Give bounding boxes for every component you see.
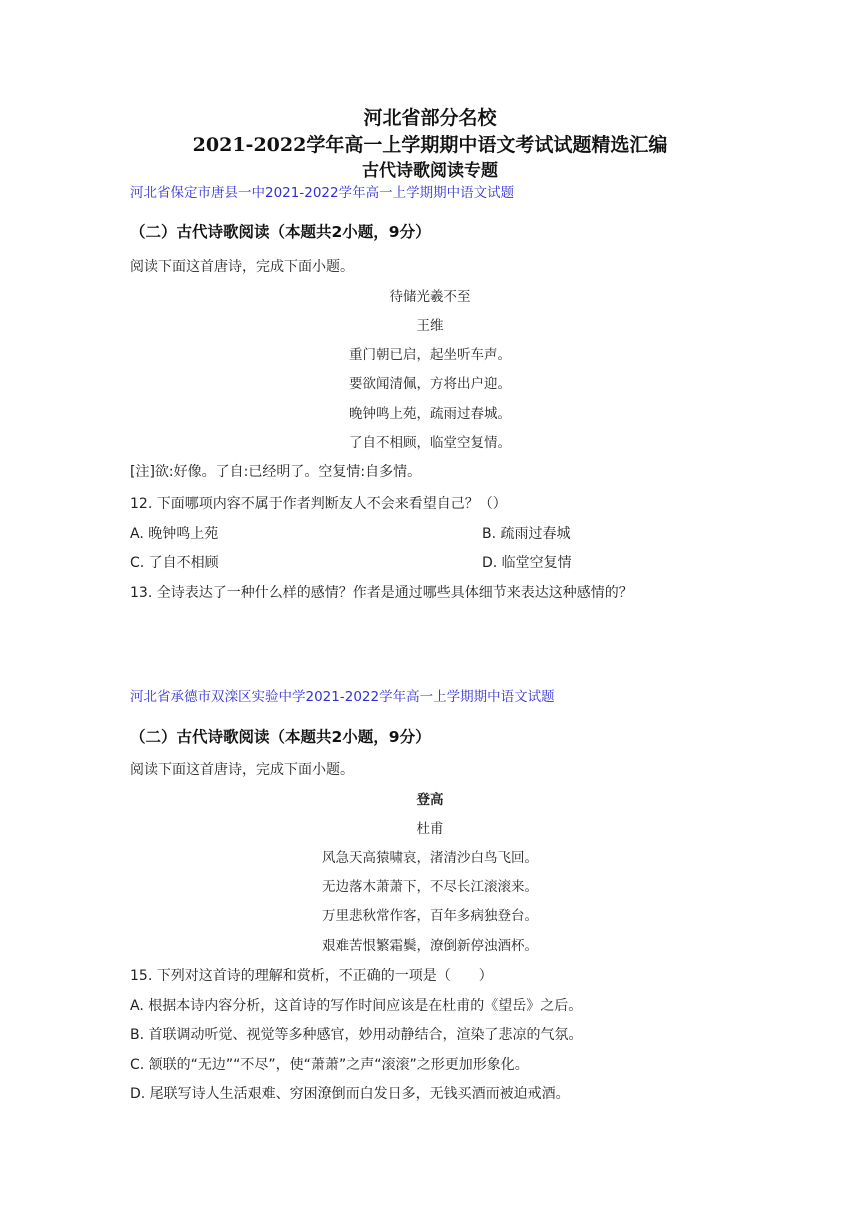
section-heading-2: （二）古代诗歌阅读（本题共2小题，9分） bbox=[130, 728, 431, 746]
q12-option-b: B. 疏雨过春城 bbox=[482, 526, 571, 542]
poem-line: 万里悲秋常作客，百年多病独登台。 bbox=[322, 908, 538, 924]
question-13: 13. 全诗表达了一种什么样的感情？作者是通过哪些具体细节来表达这种感情的？ bbox=[130, 585, 633, 601]
poem-title-1: 待储光羲不至 bbox=[389, 289, 471, 305]
instruction-2: 阅读下面这首唐诗，完成下面小题。 bbox=[130, 762, 354, 778]
poem-line: 风急天高猿啸哀，渚清沙白鸟飞回。 bbox=[322, 850, 538, 866]
poem-line: 晚钟鸣上苑，疏雨过春城。 bbox=[349, 406, 511, 422]
q15-option-d: D. 尾联写诗人生活艰难、穷困潦倒而白发日多，无钱买酒而被迫戒酒。 bbox=[130, 1086, 570, 1102]
question-15: 15. 下列对这首诗的理解和赏析，不正确的一项是（ ） bbox=[130, 968, 493, 984]
poem-author-1: 王维 bbox=[416, 318, 444, 334]
poem-title-2: 登高 bbox=[416, 792, 444, 808]
document-topic: 古代诗歌阅读专题 bbox=[362, 161, 498, 181]
q15-option-a: A. 根据本诗内容分析，这首诗的写作时间应该是在杜甫的《望岳》之后。 bbox=[130, 998, 583, 1014]
document-title: 河北省部分名校 bbox=[363, 107, 497, 129]
instruction-1: 阅读下面这首唐诗，完成下面小题。 bbox=[130, 259, 354, 275]
poem-line: 了自不相顾，临堂空复情。 bbox=[349, 435, 511, 451]
document-subtitle: 2021-2022学年高一上学期期中语文考试试题精选汇编 bbox=[192, 134, 668, 156]
section-heading-1: （二）古代诗歌阅读（本题共2小题，9分） bbox=[130, 223, 431, 241]
q15-option-c: C. 颔联的“无边”“不尽”，使“萧萧”之声“滚滚”之形更加形象化。 bbox=[130, 1057, 529, 1073]
poem-line: 无边落木萧萧下，不尽长江滚滚来。 bbox=[322, 879, 538, 895]
poem-author-2: 杜甫 bbox=[416, 821, 444, 837]
poem-line: 艰难苦恨繁霜鬓，潦倒新停浊酒杯。 bbox=[322, 938, 538, 954]
question-12: 12. 下面哪项内容不属于作者判断友人不会来看望自己？（） bbox=[130, 496, 507, 512]
source-link-chengde[interactable]: 河北省承德市双滦区实验中学2021-2022学年高一上学期期中语文试题 bbox=[130, 689, 555, 705]
q12-option-d: D. 临堂空复情 bbox=[482, 555, 572, 571]
poem-line: 重门朝已启，起坐听车声。 bbox=[349, 347, 511, 363]
source-link-baoding[interactable]: 河北省保定市唐县一中2021-2022学年高一上学期期中语文试题 bbox=[130, 185, 515, 201]
poem-note: [注]欲:好像。了自:已经明了。空复情:自多情。 bbox=[130, 464, 422, 480]
poem-line: 要欲闻清佩，方将出户迎。 bbox=[349, 376, 511, 392]
q12-option-c: C. 了自不相顾 bbox=[130, 555, 219, 571]
q15-option-b: B. 首联调动听觉、视觉等多种感官，妙用动静结合，渲染了悲凉的气氛。 bbox=[130, 1027, 583, 1043]
q12-option-a: A. 晚钟鸣上苑 bbox=[130, 526, 219, 542]
